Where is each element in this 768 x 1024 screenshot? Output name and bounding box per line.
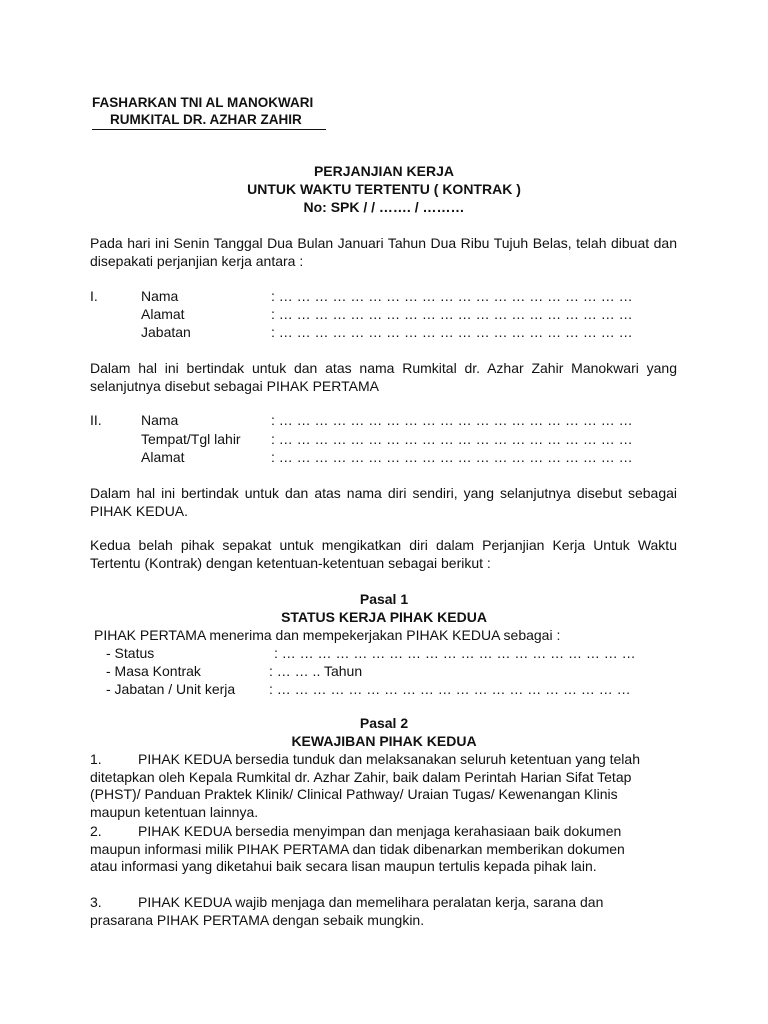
pasal2-item-3 bbox=[90, 894, 677, 929]
item-label: - Jabatan / Unit kerja bbox=[106, 681, 236, 697]
pasal2-item-1 bbox=[90, 751, 677, 821]
field-label: Nama bbox=[141, 412, 179, 428]
item-line: PIHAK KEDUA bersedia menyimpan dan menjaga kerahasiaan baik dokumen bbox=[138, 823, 622, 839]
pasal1-number: Pasal 1 bbox=[359, 591, 409, 607]
pasal2-title: KEWAJIBAN PIHAK KEDUA bbox=[291, 733, 477, 749]
item-line: (PHST)/ Panduan Praktek Klinik/ Clinical Pathway/ Uraian Tugas/ Kewenangan Klinis bbox=[90, 786, 618, 802]
pasal2-number: Pasal 2 bbox=[359, 715, 409, 731]
document-title: PERJANJIAN KERJA bbox=[313, 163, 455, 179]
field-value: : … … … … … … … … … … … … … … … … … … … … bbox=[271, 431, 633, 447]
item-value: : … … … … … … … … … … … … … … … … … … … … bbox=[269, 681, 631, 697]
item-label: - Masa Kontrak bbox=[106, 663, 201, 679]
item-line: prasarana PIHAK PERTAMA dengan sebaik mungkin. bbox=[90, 911, 425, 928]
item-value: : … … .. Tahun bbox=[269, 663, 363, 679]
item-number: 3. bbox=[90, 894, 102, 910]
party1-roman: I. bbox=[90, 288, 98, 304]
field-value: : … … … … … … … … … … … … … … … … … … … … bbox=[271, 306, 633, 322]
letterhead-line-1: FASHARKAN TNI AL MANOKWARI bbox=[92, 95, 314, 110]
field-label: Jabatan bbox=[141, 324, 191, 340]
item-number: 1. bbox=[90, 751, 102, 767]
letterhead-line-2: RUMKITAL DR. AZHAR ZAHIR bbox=[110, 112, 302, 127]
party1-statement: Dalam hal ini bertindak untuk dan atas nama Rumkital dr. Azhar Zahir Manokwari yang selanjutnya disebut sebagai PIHAK PERTAMA bbox=[90, 360, 677, 394]
field-value: : … … … … … … … … … … … … … … … … … … … … bbox=[271, 412, 633, 428]
document-subtitle: UNTUK WAKTU TERTENTU ( KONTRAK ) bbox=[247, 181, 521, 197]
pasal2-item-2 bbox=[90, 823, 677, 876]
item-line: ditetapkan oleh Kepala Rumkital dr. Azhar Zahir, baik dalam Perintah Harian Sifat Tetap bbox=[90, 768, 632, 785]
field-value: : … … … … … … … … … … … … … … … … … … … … bbox=[271, 288, 633, 304]
party2-roman: II. bbox=[90, 412, 102, 428]
item-line: PIHAK KEDUA bersedia tunduk dan melaksanakan seluruh ketentuan yang telah bbox=[138, 751, 640, 767]
field-label: Nama bbox=[141, 288, 179, 304]
item-number: 2. bbox=[90, 823, 102, 839]
item-label: - Status bbox=[106, 645, 155, 661]
item-line: PIHAK KEDUA wajib menjaga dan memelihara peralatan kerja, sarana dan bbox=[138, 894, 604, 910]
field-label: Alamat bbox=[141, 449, 185, 465]
item-value: : … … … … … … … … … … … … … … … … … … … … bbox=[274, 645, 636, 661]
pasal1-lead: PIHAK PERTAMA menerima dan mempekerjakan PIHAK KEDUA sebagai : bbox=[94, 627, 561, 643]
document-number: No: SPK / / ……. / ……… bbox=[303, 199, 465, 215]
letterhead bbox=[92, 94, 328, 128]
agreement-paragraph: Kedua belah pihak sepakat untuk mengikatkan diri dalam Perjanjian Kerja Untuk Waktu Tertentu (Kontrak) dengan ketentuan-ketentuan sebagai berikut : bbox=[90, 537, 677, 571]
field-value: : … … … … … … … … … … … … … … … … … … … … bbox=[271, 449, 633, 465]
item-line: maupun informasi milik PIHAK PERTAMA dan tidak dibenarkan memberikan dokumen bbox=[90, 840, 625, 857]
field-label: Alamat bbox=[141, 306, 185, 322]
item-line: maupun ketentuan lainnya. bbox=[90, 803, 259, 820]
field-value: : … … … … … … … … … … … … … … … … … … … … bbox=[271, 324, 633, 340]
letterhead-underline bbox=[92, 129, 326, 130]
item-line: atau informasi yang diketahui baik secara lisan maupun tertulis kepada pihak lain. bbox=[90, 858, 597, 874]
party2-statement: Dalam hal ini bertindak untuk dan atas nama diri sendiri, yang selanjutnya disebut sebagai PIHAK KEDUA. bbox=[90, 485, 677, 519]
field-label: Tempat/Tgl lahir bbox=[141, 431, 241, 447]
pasal1-title: STATUS KERJA PIHAK KEDUA bbox=[281, 609, 487, 625]
intro-paragraph: Pada hari ini Senin Tanggal Dua Bulan Januari Tahun Dua Ribu Tujuh Belas, telah dibuat dan disepakati perjanjian kerja antara : bbox=[90, 235, 677, 269]
